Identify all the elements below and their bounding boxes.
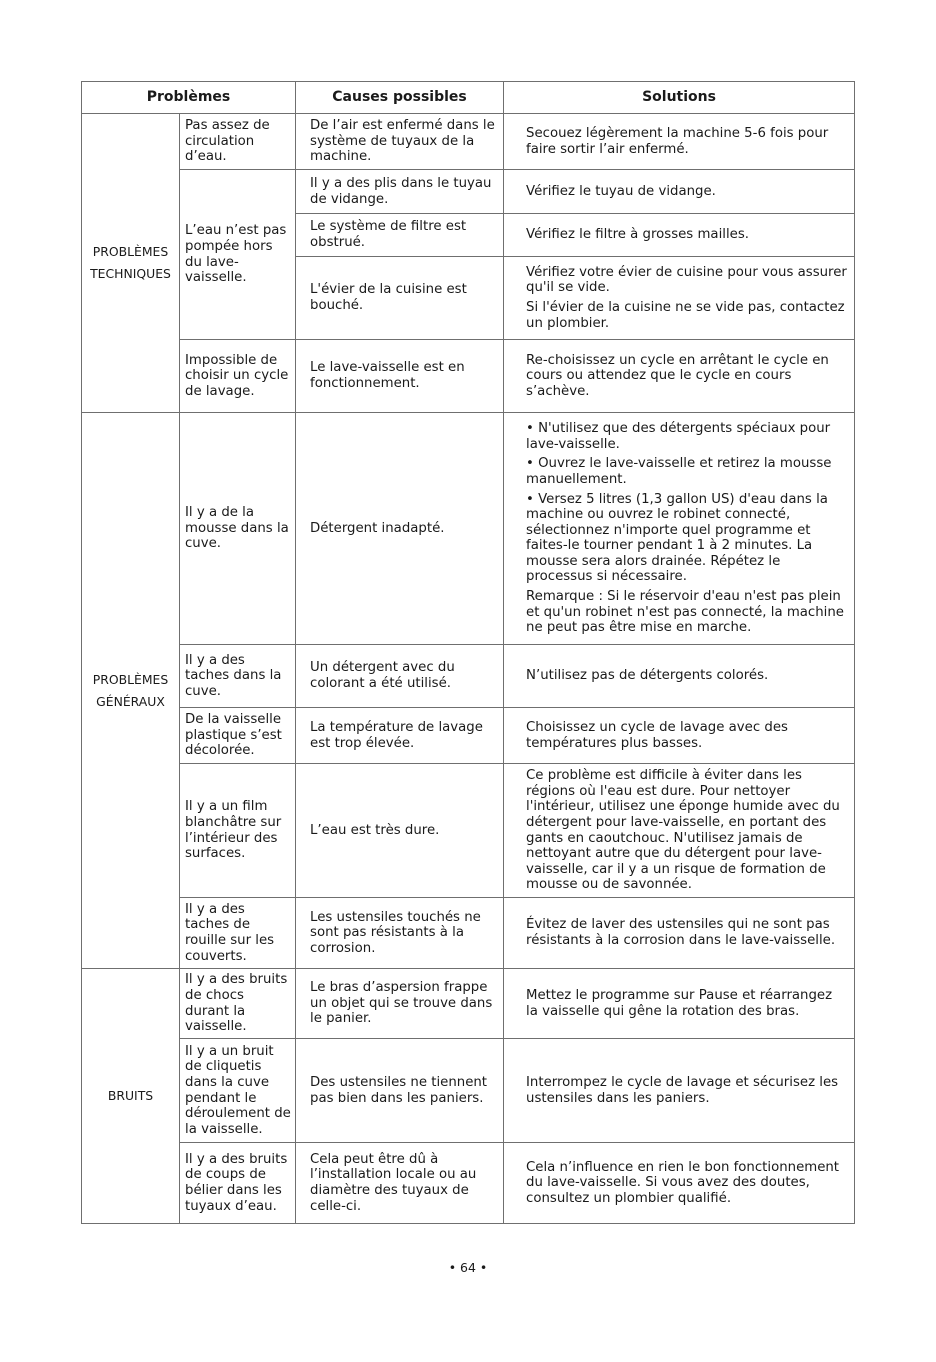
cause-cell: Il y a des plis dans le tuyau de vidange.: [296, 170, 504, 214]
table-row: [82, 1143, 855, 1224]
solution-cell: N’utilisez pas de détergents colorés.: [504, 645, 855, 708]
table-row: [82, 114, 855, 170]
problem-cell: Il y a de la mousse dans la cuve.: [180, 413, 296, 645]
cause-cell: L'évier de la cuisine est bouché.: [296, 257, 504, 340]
solution-cell: Choisissez un cycle de lavage avec des températures plus basses.: [504, 708, 855, 764]
problem-cell: Impossible de choisir un cycle de lavage.: [180, 340, 296, 413]
problem-cell: Il y a des taches de rouille sur les couverts.: [180, 898, 296, 969]
problem-cell: Il y a des bruits de coups de bélier dans les tuyaux d’eau.: [180, 1143, 296, 1224]
solution-cell: Mettez le programme sur Pause et réarrangez la vaisselle qui gêne la rotation des bras.: [504, 969, 855, 1039]
solution-cell: Secouez légèrement la machine 5-6 fois pour faire sortir l’air enfermé.: [504, 114, 855, 170]
table-row: [82, 1039, 855, 1143]
problem-cell: Il y a des bruits de chocs durant la vaisselle.: [180, 969, 296, 1039]
solution-cell: • N'utilisez que des détergents spéciaux pour lave-vaisselle. • Ouvrez le lave-vaisselle et retirez la mousse manuellement. • Versez 5 litres (1,3 gallon US) d'eau dans la machine ou ouvrez le robinet connecté, sélectionnez n'importe quel programme et faites-le tourner pendant 1 à 2 minutes. La mousse sera alors drainée. Répétez le processus si nécessaire. Remarque : Si le réservoir d'eau n'est pas plein et qu'un robinet n'est pas connecté, la machine ne peut pas être mise en marche.: [504, 413, 855, 645]
table-row: [82, 413, 855, 645]
category-label: GÉNÉRAUX: [96, 693, 165, 709]
table-row: [82, 969, 855, 1039]
troubleshooting-table: [81, 81, 855, 1224]
table-row: [82, 898, 855, 969]
cause-cell: Le bras d’aspersion frappe un objet qui se trouve dans le panier.: [296, 969, 504, 1039]
solution-cell: Re-choisissez un cycle en arrêtant le cycle en cours ou attendez que le cycle en cours s’achève.: [504, 340, 855, 413]
table-row: [82, 340, 855, 413]
problem-cell: Il y a un bruit de cliquetis dans la cuve pendant le déroulement de la vaisselle.: [180, 1039, 296, 1143]
problem-cell: Pas assez de circulation d’eau.: [180, 114, 296, 170]
category-label: TECHNIQUES: [90, 266, 171, 281]
table-row: [82, 764, 855, 898]
cause-cell: De l’air est enfermé dans le système de tuyaux de la machine.: [296, 114, 504, 170]
solution-cell: Évitez de laver des ustensiles qui ne sont pas résistants à la corrosion dans le lave-vaisselle.: [504, 898, 855, 969]
category-general: [82, 413, 180, 969]
solution-cell: Ce problème est difficile à éviter dans les régions où l'eau est dure. Pour nettoyer l'intérieur, utilisez une éponge humide avec du détergent pour lave-vaisselle, en portant des gants en caoutchouc. N'utilisez jamais de nettoyant autre que du détergent pour lave-vaisselle, car il y a un risque de formation de mousse ou de savonnée.: [504, 764, 855, 898]
problem-cell: L’eau n’est pas pompée hors du lave-vaisselle.: [180, 170, 296, 340]
category-noise: [82, 969, 180, 1224]
cause-cell: La température de lavage est trop élevée.: [296, 708, 504, 764]
problem-cell: Il y a des taches dans la cuve.: [180, 645, 296, 708]
solution-cell: Cela n’influence en rien le bon fonctionnement du lave-vaisselle. Si vous avez des doutes, consultez un plombier qualifié.: [504, 1143, 855, 1224]
page-number: • 64 •: [448, 1260, 488, 1275]
cause-cell: Des ustensiles ne tiennent pas bien dans les paniers.: [296, 1039, 504, 1143]
cause-cell: L’eau est très dure.: [296, 764, 504, 898]
category-label: PROBLÈMES: [92, 671, 169, 687]
table-row: [82, 170, 855, 214]
solution-cell: Vérifiez votre évier de cuisine pour vous assurer qu'il se vide. Si l'évier de la cuisine ne se vide pas, contactez un plombier.: [504, 257, 855, 340]
header-solutions: Solutions: [504, 82, 855, 114]
solution-cell: Interrompez le cycle de lavage et sécurisez les ustensiles dans les paniers.: [504, 1039, 855, 1143]
cause-cell: Le lave-vaisselle est en fonctionnement.: [296, 340, 504, 413]
cause-cell: Cela peut être dû à l’installation locale ou au diamètre des tuyaux de celle-ci.: [296, 1143, 504, 1224]
header-causes: Causes possibles: [296, 82, 504, 114]
cause-cell: Un détergent avec du colorant a été utilisé.: [296, 645, 504, 708]
solution-cell: Vérifiez le filtre à grosses mailles.: [504, 214, 855, 257]
header-problems: Problèmes: [82, 82, 296, 114]
table-header-row: [82, 82, 855, 114]
category-label: BRUITS: [107, 1088, 154, 1103]
problem-cell: Il y a un film blanchâtre sur l’intérieur des surfaces.: [180, 764, 296, 898]
cause-cell: Les ustensiles touchés ne sont pas résistants à la corrosion.: [296, 898, 504, 969]
problem-cell: De la vaisselle plastique s’est décolorée.: [180, 708, 296, 764]
cause-cell: Détergent inadapté.: [296, 413, 504, 645]
table-row: [82, 708, 855, 764]
table-row: [82, 645, 855, 708]
solution-cell: Vérifiez le tuyau de vidange.: [504, 170, 855, 214]
category-technical: [82, 114, 180, 413]
cause-cell: Le système de filtre est obstrué.: [296, 214, 504, 257]
category-label: PROBLÈMES: [92, 244, 169, 259]
